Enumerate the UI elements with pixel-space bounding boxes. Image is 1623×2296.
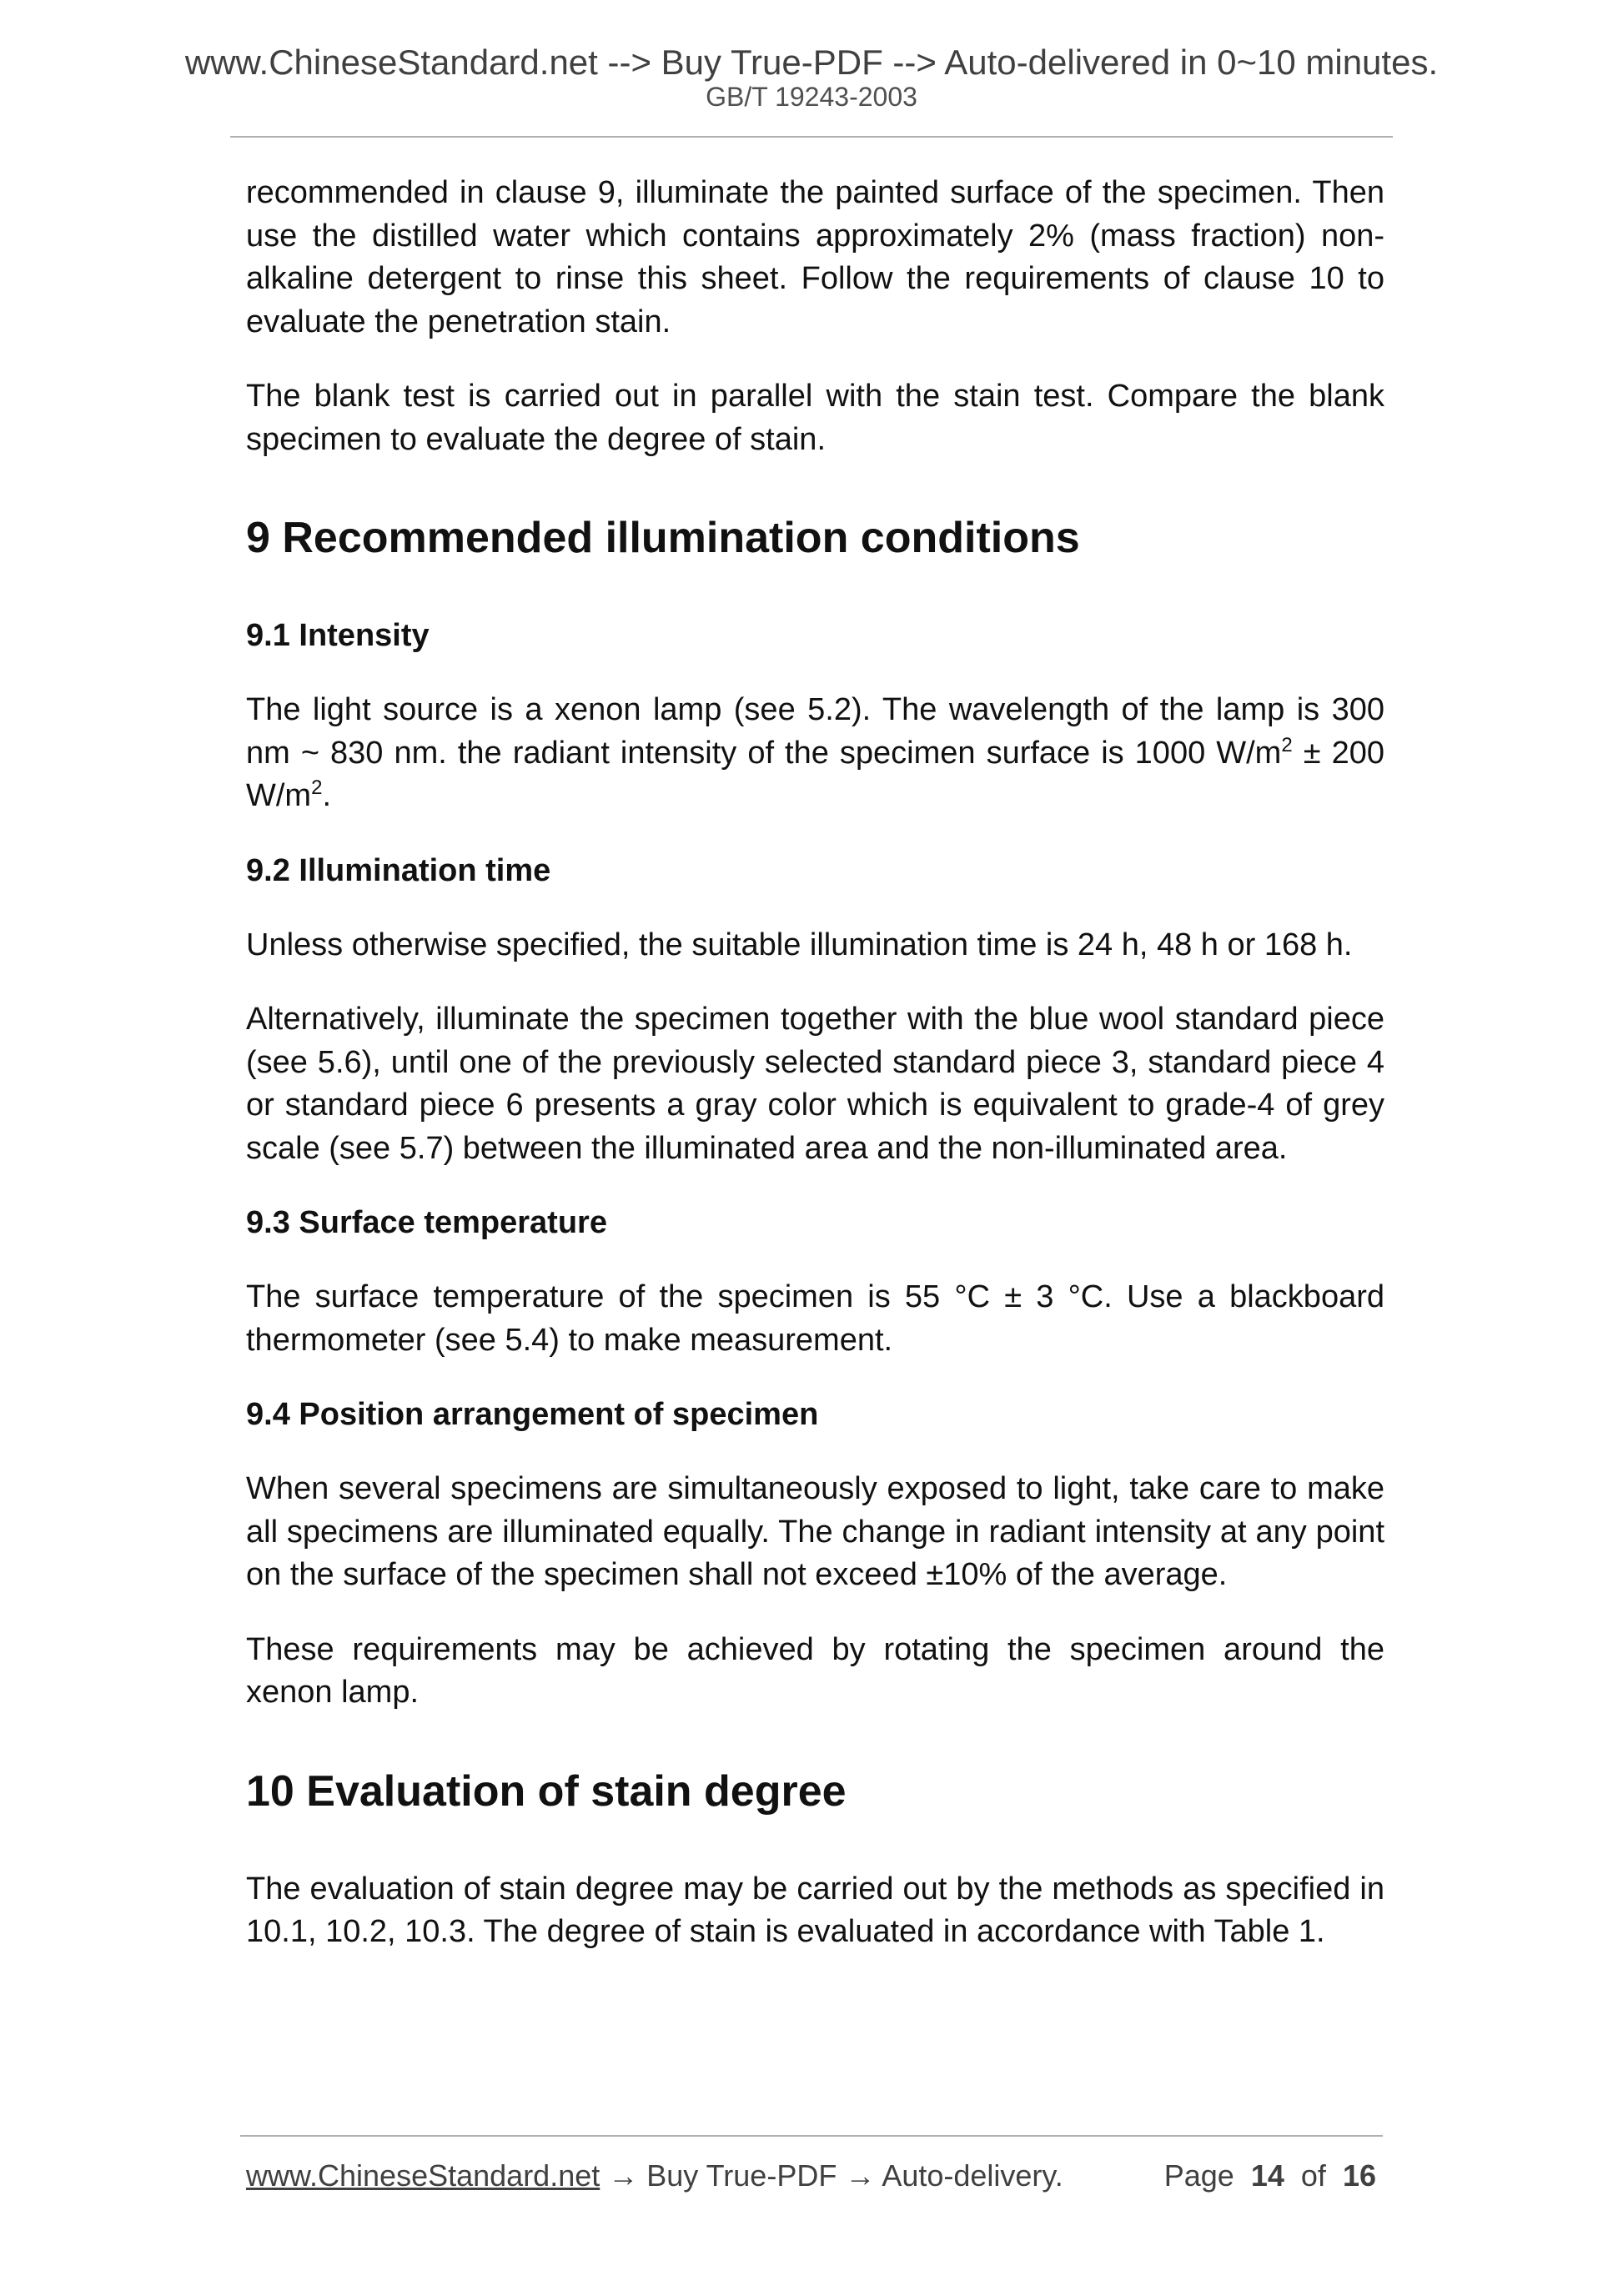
intensity-text-b: ± 200 W/m (246, 735, 1384, 813)
paragraph-clause-8-continued: recommended in clause 9, illuminate the painted surface of the specimen. Then use the distilled water which contains approximately 2% (mass fraction) non-alkaline detergent to rinse this sheet. Follow the requirements of clause 10 to evaluate the penetration stain. (246, 175, 1384, 339)
header-divider (230, 136, 1393, 138)
superscript-2-b: 2 (311, 776, 323, 799)
page-number (1164, 2155, 1376, 2197)
paragraph-position-arrangement: When several specimens are simultaneously exposed to light, take care to make all specimens are illuminated equally. The change in radiant intensity at any point on the surface of the specimen shall not exceed ±10% of the average. (246, 1471, 1384, 1592)
paragraph-blank-test: The blank test is carried out in parallel with the stain test. Compare the blank specimen to evaluate the degree of stain. (246, 379, 1384, 457)
page-current: 14 (1250, 2158, 1284, 2193)
page-label: Page (1163, 2158, 1234, 2193)
subsection-9-1-heading: 9.1 Intensity (246, 618, 430, 653)
paragraph-illumination-time: Unless otherwise specified, the suitable illumination time is 24 h, 48 h or 168 h. (246, 927, 1353, 962)
intensity-text-a: The light source is a xenon lamp (see 5.2). The wavelength of the lamp is 300 nm ~ 830 nm. the radiant intensity of the specimen surface is 1000 W/m (246, 692, 1384, 771)
paragraph-surface-temperature: The surface temperature of the specimen is 55 °C ± 3 °C. Use a blackboard thermometer (see 5.4) to make measurement. (246, 1279, 1384, 1358)
footer-tagline: → Buy True-PDF → Auto-delivery. (600, 2158, 1063, 2193)
page-footer (246, 2155, 1376, 2197)
page-total: 16 (1342, 2158, 1376, 2193)
paragraph-blue-wool-alternative: Alternatively, illuminate the specimen together with the blue wool standard piece (see 5.6), until one of the previously selected standard piece 3, standard piece 4 or standard piece 6 presents a gray color which is equivalent to grade-4 of grey scale (see 5.7) between the illuminated area and the non-illuminated area. (246, 1002, 1384, 1166)
section-10-heading: 10 Evaluation of stain degree (246, 1766, 847, 1816)
of-label: of (1300, 2158, 1326, 2193)
paragraph-stain-evaluation: The evaluation of stain degree may be carried out by the methods as specified in 10.1, 10.2, 10.3. The degree of stain is evaluated in accordance with Table 1. (246, 1871, 1384, 1949)
page-content (246, 172, 1384, 1986)
footer-divider (240, 2135, 1383, 2137)
paragraph-intensity (246, 689, 1384, 818)
subsection-9-2-heading: 9.2 Illumination time (246, 852, 551, 888)
intensity-text-c: . (322, 778, 331, 813)
superscript-2-a: 2 (1281, 733, 1293, 756)
section-9-heading: 9 Recommended illumination conditions (246, 514, 1080, 562)
subsection-9-3-heading: 9.3 Surface temperature (246, 1205, 607, 1240)
footer-source (246, 2155, 1063, 2197)
footer-site-link[interactable]: www.ChineseStandard.net (246, 2158, 600, 2193)
paragraph-rotation: These requirements may be achieved by rotating the specimen around the xenon lamp. (246, 1631, 1384, 1710)
subsection-9-4-heading: 9.4 Position arrangement of specimen (246, 1397, 819, 1432)
document-code: GB/T 19243-2003 (706, 82, 917, 112)
site-banner: www.ChineseStandard.net --> Buy True-PDF --> Auto-delivered in 0~10 minutes. (184, 43, 1439, 82)
